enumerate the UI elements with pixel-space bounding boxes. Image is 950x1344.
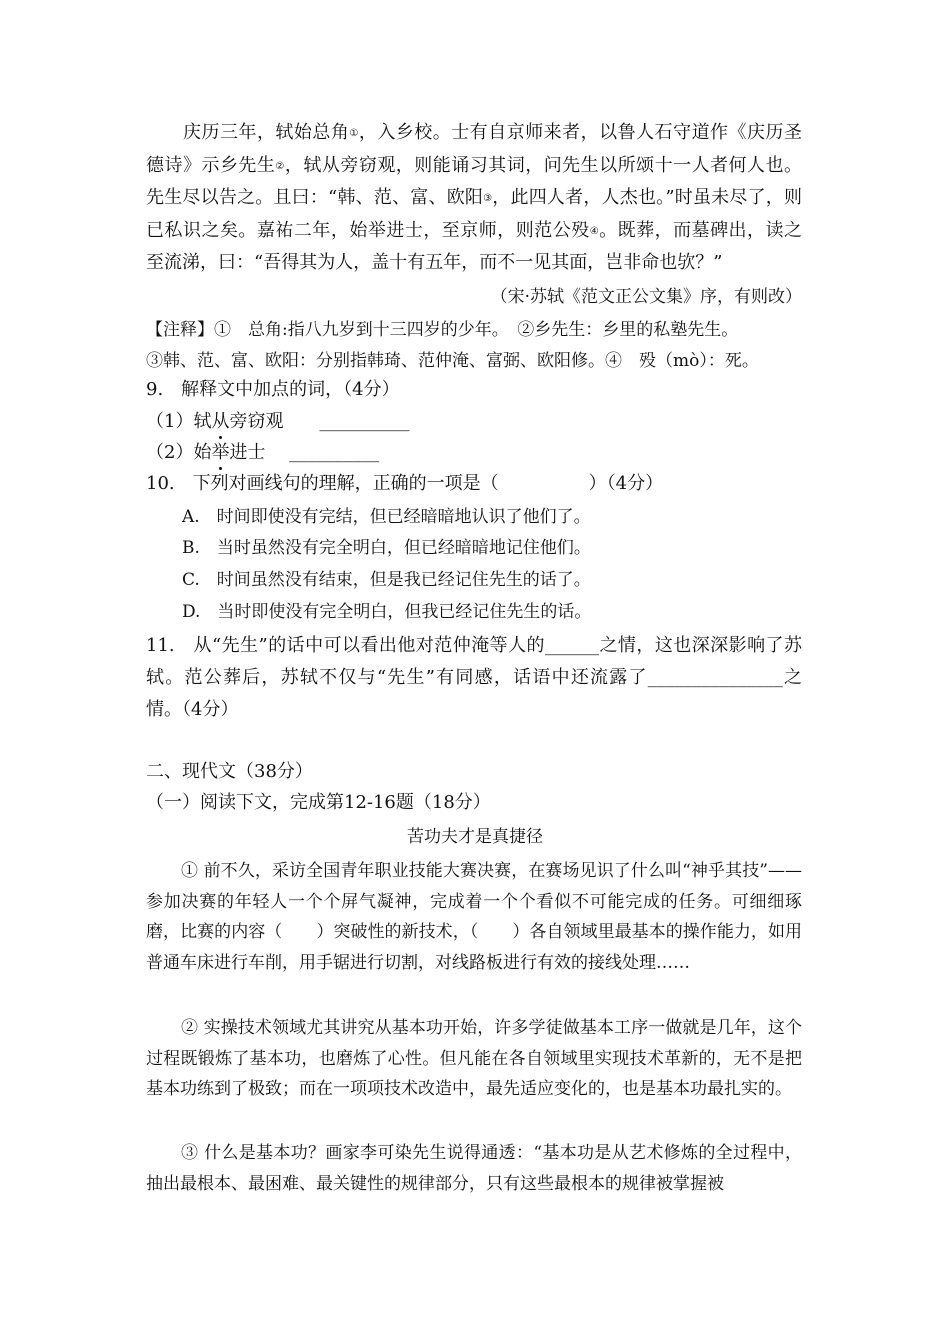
section-2-subheading: （一）阅读下文，完成第12-16题（18分） [146,792,491,813]
passage-text-4: ，此四人者，人杰也。”时虽未尽了，则已私识之矣。嘉祐二年，始 [146,187,803,241]
question-11: 11. 从“先生”的话中可以看出他对范仲淹等人的______之情，这也深深影响了苏轼。范公葬后，苏轼不仅与“先生”有同感，话语中还流露了_______________之情。（4分） [146,635,802,720]
q9-item2-answer-blank[interactable]: 进士 __________ [229,442,380,463]
question-10-option-a[interactable]: A. 时间即使没有完结，但已经暗暗地认识了他们了。 [182,507,591,527]
note-marker-3: ③ [483,193,493,204]
article-paragraph-2: ② 实操技术领域尤其讲究从基本功开始，许多学徒做基本工序一做就是几年，这个过程既锻炼了基本功，也磨炼了心性。但凡能在各自领域里实现技术革新的，无不是把基本功练到了极致；而在一项项技术改造中，最先适应变化的，也是基本功最扎实的。 [146,1018,802,1099]
question-9-item-1 [146,410,409,434]
question-10-option-d[interactable]: D. 当时即使没有完全明白，但我已经记住先生的话。 [182,602,592,622]
passage-text-5: 。既葬，而墓碑出，读之至流涕，曰：“吾得其为人，盖十有五年，而不一见其面，岂非命也欤？” [146,219,803,273]
q9-item1-answer-blank[interactable]: 旁窃观 __________ [229,411,410,432]
passage-text-3b: 从 [321,154,341,176]
note-marker-4: ④ [589,225,600,237]
note-marker-1: ① [349,128,359,139]
question-10-stem: 10. 下列对画线句的理解，正确的一项是（ ）（4分） [146,473,664,494]
passage-text-3c: 旁窃观，则能诵习其词，问先生以所颂十一人者何人也。先生尽以告之。且曰：“韩、范、富、欧阳 [146,154,803,208]
note-marker-2: ② [275,160,285,172]
q9-item1-dotted-word: 从 [211,411,230,432]
passage-text-2: ，入乡校。士有自京师来者，以鲁人石守道作《庆历圣德诗》示乡先生 [146,122,802,176]
q9-item2-prefix: （2）始 [146,442,212,463]
passage-source: （宋·苏轼《范文正公文集》序，有则改） [490,287,802,307]
passage-text-4c: 进士，至京师，则范公殁 [386,219,590,241]
q9-item1-prefix: （1）轼 [146,411,212,432]
article-paragraph-3: ③ 什么是基本功？画家李可染先生说得通透：“基本功是从艺术修炼的全过程中，抽出最根本、最困难、最关键性的规律部分，只有这些最根本的规律被掌握被 [146,1143,802,1194]
question-10-option-c[interactable]: C. 时间虽然没有结束，但是我已经记住先生的话了。 [182,570,591,590]
question-9-stem: 9. 解释文中加点的词，（4分） [146,379,400,400]
question-9-item-2 [146,441,379,465]
q9-item2-dotted-word: 举 [211,442,230,463]
article-paragraph-1: ① 前不久，采访全国青年职业技能大赛决赛，在赛场见识了什么叫“神乎其技”——参加决赛的年轻人一个个屏气凝神，完成着一个个看似不可能完成的任务。可细细琢磨，比赛的内容（ ）突破性的新技术，（ ）各自领域里最基本的操作能力，如用普通车床进行车削，用手锯进行切割，对线路板进行有效的接线处理…… [146,861,802,973]
notes-line-1: 【注释】① 总角:指八九岁到十三四岁的少年。 ②乡先生：乡里的私塾先生。 [146,320,739,340]
notes-line-2: ③韩、范、富、欧阳：分别指韩琦、范仲淹、富弼、欧阳修。④ 殁（mò）：死。 [146,351,759,371]
passage-text-4b: 举 [367,219,387,241]
question-10-option-b[interactable]: B. 当时虽然没有完全明白，但已经暗暗地记住他们。 [182,538,591,558]
article-title: 苦功夫才是真捷径 [407,827,543,847]
passage-text-1: 庆历三年，轼始总角 [183,122,350,143]
passage-text-3a: ，轼 [284,154,322,176]
classical-passage [146,117,802,279]
section-2-heading: 二、现代文（38分） [146,761,313,782]
